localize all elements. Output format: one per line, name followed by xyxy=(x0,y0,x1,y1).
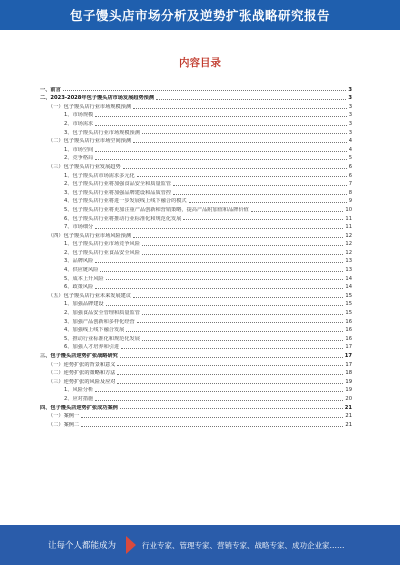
toc-entry-page: 18 xyxy=(345,370,352,377)
toc-dot-leader xyxy=(117,365,343,366)
toc-dot-leader xyxy=(63,90,347,91)
toc-dot-leader xyxy=(126,331,343,332)
toc-entry-title: 6、政策风险 xyxy=(64,284,94,291)
toc-entry-page: 17 xyxy=(345,344,352,351)
toc-entry-title: 5、推动行业标准化和规范化发展 xyxy=(64,335,140,342)
toc-entry[interactable] xyxy=(40,419,352,428)
toc-entry-page: 13 xyxy=(345,258,352,265)
toc-entry-title: 1、加强品牌建设 xyxy=(64,301,104,308)
report-header-bar xyxy=(0,0,400,30)
toc-entry-page: 3 xyxy=(348,86,352,93)
toc-entry[interactable] xyxy=(40,402,352,411)
toc-entry[interactable] xyxy=(40,256,352,265)
toc-entry[interactable] xyxy=(40,170,352,179)
toc-entry[interactable] xyxy=(40,213,352,222)
toc-dot-leader xyxy=(183,219,343,220)
toc-dot-leader xyxy=(142,245,343,246)
toc-entry-title: 4、包子馒头店行业将进一步发展线上线下融合的模式 xyxy=(64,198,187,205)
toc-entry-page: 3 xyxy=(348,129,352,136)
toc-dot-leader xyxy=(81,426,343,427)
toc-entry-page: 14 xyxy=(345,275,352,282)
toc-dot-leader xyxy=(95,125,346,126)
toc-entry[interactable] xyxy=(40,153,352,162)
toc-entry-page: 16 xyxy=(345,318,352,325)
footer-slogan-right: 行业专家、管理专家、营销专家、战略专家、成功企业家…… xyxy=(142,540,345,550)
toc-entry[interactable] xyxy=(40,230,352,239)
toc-entry[interactable] xyxy=(40,93,352,102)
toc-dot-leader xyxy=(95,288,343,289)
toc-entry[interactable] xyxy=(40,161,352,170)
toc-dot-leader xyxy=(95,159,346,160)
toc-entry-title: 2、包子馒头店行业食品安全风险 xyxy=(64,249,140,256)
toc-entry-title: （四）包子馒头店行业市场风险预测 xyxy=(48,232,132,239)
toc-entry[interactable] xyxy=(40,299,352,308)
toc-entry-page: 5 xyxy=(348,155,352,162)
toc-dot-leader xyxy=(95,262,343,263)
toc-entry[interactable] xyxy=(40,316,352,325)
toc-dot-leader xyxy=(142,254,343,255)
toc-entry[interactable] xyxy=(40,144,352,153)
toc-dot-leader xyxy=(142,133,347,134)
toc-entry[interactable] xyxy=(40,350,352,359)
toc-entry[interactable] xyxy=(40,110,352,119)
toc-entry-title: （五）包子馒头店行业未来发展建议 xyxy=(48,292,132,299)
toc-entry-title: 1、风险分析 xyxy=(64,387,94,394)
toc-entry-title: 1、市场空间 xyxy=(64,146,94,153)
toc-entry[interactable] xyxy=(40,393,352,402)
toc-dot-leader xyxy=(133,237,343,238)
toc-dot-leader xyxy=(121,348,343,349)
toc-entry-title: （三）逆势扩张的风险及应对 xyxy=(48,378,116,385)
toc-entry-page: 11 xyxy=(345,224,352,231)
toc-entry-title: 5、包子馒头店行业将更加注重产品创新和营销策略，提高产品附加值和品牌价值 xyxy=(64,206,249,213)
toc-entry-title: 3、包子馒头店行业市场规模预测 xyxy=(64,129,140,136)
toc-entry-title: 2、加强食品安全管理和质量监管 xyxy=(64,310,140,317)
toc-entry[interactable] xyxy=(40,273,352,282)
toc-entry[interactable] xyxy=(40,179,352,188)
toc-entry-title: 1、市场规模 xyxy=(64,112,94,119)
toc-entry-page: 3 xyxy=(348,103,352,110)
toc-entry-page: 21 xyxy=(344,404,352,411)
toc-entry-page: 6 xyxy=(348,163,352,170)
toc-dot-leader xyxy=(120,357,343,358)
toc-entry[interactable] xyxy=(40,127,352,136)
toc-entry-page: 16 xyxy=(345,327,352,334)
toc-entry-title: （二）逆势扩张的策略和方法 xyxy=(48,370,116,377)
footer-arrow-icon xyxy=(126,536,136,554)
toc-entry-page: 15 xyxy=(345,301,352,308)
toc-entry-title: （三）包子馒头店行业发展趋势 xyxy=(48,163,121,170)
toc-entry[interactable] xyxy=(40,222,352,231)
toc-dot-leader xyxy=(156,99,346,100)
toc-dot-leader xyxy=(81,417,343,418)
toc-dot-leader xyxy=(123,168,347,169)
toc-entry-title: 1、包子馒头店行业市场竞争风险 xyxy=(64,241,140,248)
toc-entry-page: 9 xyxy=(348,198,352,205)
toc-dot-leader xyxy=(133,142,347,143)
toc-entry-page: 15 xyxy=(345,292,352,299)
toc-dot-leader xyxy=(117,374,343,375)
toc-entry[interactable] xyxy=(40,239,352,248)
toc-entry-title: 6、包子馒头店行业将推动行业标准化和规范化发展 xyxy=(64,215,182,222)
toc-entry-page: 12 xyxy=(345,241,352,248)
toc-dot-leader xyxy=(133,297,343,298)
toc-entry-title: 3、品牌风险 xyxy=(64,258,94,265)
toc-entry-title: 3、加强产品创新和多样化经营 xyxy=(64,318,135,325)
toc-entry-page: 13 xyxy=(345,267,352,274)
toc-entry[interactable] xyxy=(40,376,352,385)
toc-entry-title: 6、加强人才培养和引进 xyxy=(64,344,120,351)
toc-dot-leader xyxy=(142,314,343,315)
toc-entry-title: 3、包子馒头店行业将加强品牌建设和品质管控 xyxy=(64,189,172,196)
toc-entry-title: 二、2023-2028年包子馒头店市场发展趋势预测 xyxy=(40,95,155,102)
toc-entry-page: 4 xyxy=(348,138,352,145)
toc-entry-page: 15 xyxy=(345,310,352,317)
toc-entry[interactable] xyxy=(40,118,352,127)
toc-entry-title: （二）包子馒头店行业市场空间预测 xyxy=(48,138,132,145)
toc-entry-title: 2、竞争格局 xyxy=(64,155,94,162)
toc-dot-leader xyxy=(137,322,344,323)
report-title: 包子馒头店市场分析及逆势扩张战略研究报告 xyxy=(69,8,330,23)
toc-dot-leader xyxy=(133,108,347,109)
toc-dot-leader xyxy=(100,271,343,272)
toc-entry-page: 10 xyxy=(345,206,352,213)
toc-heading: 内容目录 xyxy=(179,57,221,69)
toc-dot-leader xyxy=(95,228,343,229)
toc-entry[interactable] xyxy=(40,368,352,377)
toc-entry-page: 4 xyxy=(348,146,352,153)
toc-entry-page: 3 xyxy=(348,120,352,127)
toc-entry-page: 7 xyxy=(348,181,352,188)
toc-entry-title: 四、包子馒头店逆势扩张成功案例 xyxy=(40,404,118,411)
toc-entry[interactable] xyxy=(40,359,352,368)
toc-entry-page: 11 xyxy=(345,215,352,222)
toc-entry[interactable] xyxy=(40,187,352,196)
toc-entry-title: 4、供应链风险 xyxy=(64,267,99,274)
toc-entry-title: （一）包子馒头店行业市场规模预测 xyxy=(48,103,132,110)
toc-dot-leader xyxy=(106,279,344,280)
toc-entry[interactable] xyxy=(40,136,352,145)
toc-entry-title: 2、市场需求 xyxy=(64,120,94,127)
toc-entry-title: 7、市场细分 xyxy=(64,224,94,231)
toc-dot-leader xyxy=(142,340,343,341)
toc-entry-page: 17 xyxy=(344,353,352,359)
toc-entry[interactable] xyxy=(40,101,352,110)
toc-entry-title: 一、前言 xyxy=(40,86,61,93)
toc-entry-page: 20 xyxy=(345,395,352,402)
toc-entry[interactable] xyxy=(40,333,352,342)
toc-dot-leader xyxy=(95,151,346,152)
toc-entry-title: （二）案例二 xyxy=(48,421,80,428)
toc-dot-leader xyxy=(95,391,343,392)
toc-dot-leader xyxy=(251,211,344,212)
toc-entry-title: （一）逆势扩张的背景和意义 xyxy=(48,361,116,368)
toc-entry[interactable] xyxy=(40,264,352,273)
toc-entry-page: 12 xyxy=(345,249,352,256)
toc-entry-page: 3 xyxy=(348,95,352,102)
toc-entry-title: （一）案例一 xyxy=(48,413,80,420)
toc-entry-page: 16 xyxy=(345,335,352,342)
toc-entry-page: 12 xyxy=(345,232,352,239)
toc-entry-page: 3 xyxy=(348,112,352,119)
toc-entry[interactable] xyxy=(40,325,352,334)
toc-entry[interactable] xyxy=(40,247,352,256)
toc-entry-page: 14 xyxy=(345,284,352,291)
toc-entry-page: 21 xyxy=(345,413,352,420)
toc-entry-page: 8 xyxy=(348,189,352,196)
toc-entry-page: 6 xyxy=(348,172,352,179)
toc-entry-page: 21 xyxy=(345,421,352,428)
footer-slogan-left: 让每个人都能成为 xyxy=(48,541,117,551)
toc-entry[interactable] xyxy=(40,307,352,316)
footer-bar xyxy=(0,525,400,565)
toc-entry[interactable] xyxy=(40,342,352,351)
toc-dot-leader xyxy=(189,202,347,203)
toc-entry[interactable] xyxy=(40,385,352,394)
toc-entry[interactable] xyxy=(40,196,352,205)
toc-entry[interactable] xyxy=(40,290,352,299)
toc-entry-title: 三、包子馒头店逆势扩张战略研究 xyxy=(40,353,118,359)
toc-dot-leader xyxy=(173,185,347,186)
toc-entry[interactable] xyxy=(40,411,352,420)
toc-entry-title: 4、加强线上线下融合发展 xyxy=(64,327,125,334)
toc-dot-leader xyxy=(120,408,343,409)
toc-entry[interactable] xyxy=(40,84,352,93)
toc-entry-title: 2、应对措施 xyxy=(64,395,94,402)
toc-entry-title: 1、包子馒头店市场需求多元化 xyxy=(64,172,135,179)
toc-entry-title: 2、包子馒头店行业将加强食品安全和质量监管 xyxy=(64,181,172,188)
toc-dot-leader xyxy=(173,194,347,195)
toc-entry-title: 5、成本上升风险 xyxy=(64,275,104,282)
toc-dot-leader xyxy=(95,400,343,401)
table-of-contents xyxy=(40,84,352,428)
toc-entry-page: 19 xyxy=(345,378,352,385)
toc-dot-leader xyxy=(95,116,346,117)
toc-entry-page: 19 xyxy=(345,387,352,394)
toc-entry[interactable] xyxy=(40,282,352,291)
toc-dot-leader xyxy=(137,176,347,177)
toc-dot-leader xyxy=(117,383,343,384)
toc-dot-leader xyxy=(106,305,344,306)
toc-entry[interactable] xyxy=(40,204,352,213)
toc-entry-page: 17 xyxy=(345,361,352,368)
